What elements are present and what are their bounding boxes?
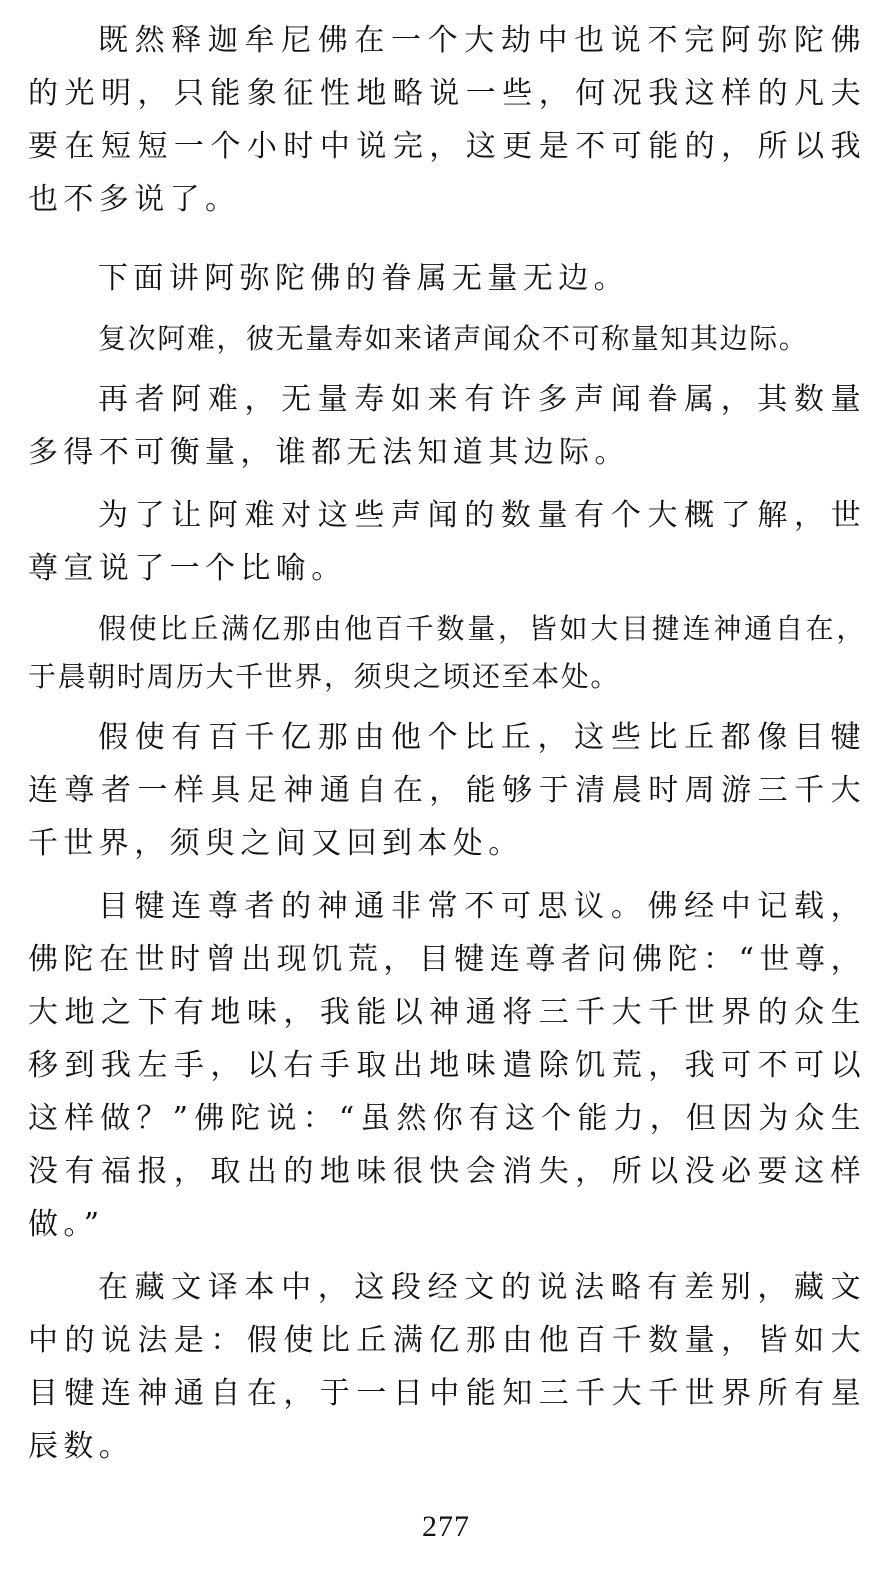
page-number: 277 [422,1510,470,1543]
paragraph-5: 假使有百千亿那由他个比丘，这些比丘都像目犍连尊者一样具足神通自在，能够于清晨时周游三千大千世界，须臾之间又回到本处。 [28,720,866,861]
sutra-quote-2: 假使比丘满亿那由他百千数量，皆如大目揵连神通自在，于晨朝时周历大千世界，须臾之顷还至本处。 [28,612,866,693]
paragraph-2: 下面讲阿弥陀佛的眷属无量无边。 [98,261,629,296]
paragraph-4: 为了让阿难对这些声闻的数量有个大概了解，世尊宣说了一个比喻。 [28,498,866,586]
paragraph-6: 目犍连尊者的神通非常不可思议。佛经中记载，佛陀在世时曾出现饥荒，目犍连尊者问佛陀：“世尊，大地之下有地味，我能以神通将三千大千世界的众生移到我左手，以右手取出地味遣除饥荒，我可不可以这样做？”佛陀说：“虽然你有这个能力，但因为众生没有福报，取出的地味很快会消失，所以没必要这样做。” [28,889,866,1242]
paragraph-3: 再者阿难，无量寿如来有许多声闻眷属，其数量多得不可衡量，谁都无法知道其边际。 [28,382,866,470]
paragraph-1: 既然释迦牟尼佛在一个大劫中也说不完阿弥陀佛的光明，只能象征性地略说一些，何况我这样的凡夫要在短短一个小时中说完，这更是不可能的，所以我也不多说了。 [28,23,866,217]
sutra-quote-1: 复次阿难，彼无量寿如来诸声闻众不可称量知其边际。 [98,322,809,355]
paragraph-7: 在藏文译本中，这段经文的说法略有差别，藏文中的说法是：假使比丘满亿那由他百千数量，皆如大目犍连神通自在，于一日中能知三千大千世界所有星辰数。 [28,1270,866,1464]
